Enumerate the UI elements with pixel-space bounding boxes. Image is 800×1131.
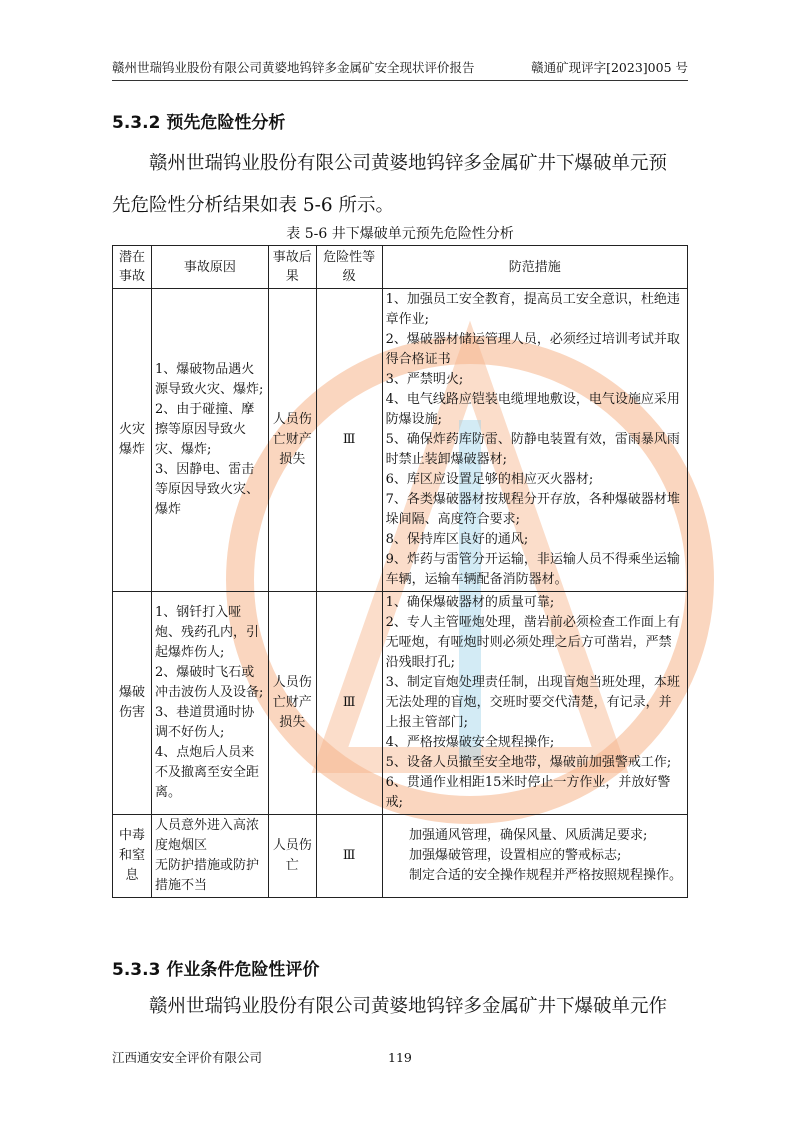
cell-consequence: 人员伤亡财产损失 [268, 592, 316, 815]
measure-item: 6、贯通作业相距15米时停止一方作业，并放好警戒; [385, 775, 671, 810]
cell-accident: 火灾爆炸 [113, 289, 152, 592]
cause-item: 1、爆破物品遇火源导致火灾、爆炸; [154, 362, 264, 397]
measure-item: 9、炸药与雷管分开运输，非运输人员不得乘坐运输车辆，运输车辆配备消防器材。 [385, 552, 680, 587]
measure-item: 4、电气线路应铠装电缆埋地敷设，电气设施应采用防爆设施; [385, 392, 680, 427]
page-header [112, 58, 688, 78]
cell-consequence: 人员伤亡财产损失 [268, 289, 316, 592]
cause-item: 无防护措施或防护措施不当 [154, 858, 259, 893]
measure-item: 3、严禁明火; [385, 372, 464, 387]
measure-item: 5、确保炸药库防雷、防静电装置有效，雷雨暴风雨时禁止装卸爆破器材; [385, 432, 680, 467]
cause-item: 1、钢钎打入哑炮、残药孔内，引起爆炸伤人; [154, 605, 259, 660]
page-footer [112, 1048, 688, 1068]
cell-level: Ⅲ [316, 592, 382, 815]
measure-item: 1、确保爆破器材的质量可靠; [385, 595, 555, 610]
cell-accident: 中毒和窒息 [113, 815, 152, 898]
pha-table [112, 245, 688, 898]
section-5-3-2-paragraph [112, 143, 688, 227]
measure-item: 3、制定盲炮处理责任制，出现盲炮当班处理，本班无法处理的盲炮，交班时要交代清楚，有记录，并上报主管部门; [385, 675, 680, 730]
measure-item: 7、各类爆破器材按规程分开存放，各种爆破器材堆垛间隔、高度符合要求; [385, 492, 680, 527]
measure-item: 1、加强员工安全教育，提高员工安全意识，杜绝违章作业; [385, 292, 680, 327]
cell-level: Ⅲ [316, 815, 382, 898]
table-row [113, 289, 688, 592]
section-5-3-3-paragraph [112, 986, 688, 1028]
header-measures: 防范措施 [382, 246, 687, 289]
table-row [113, 592, 688, 815]
paragraph-line: 先危险性分析结果如表 5-6 所示。 [112, 195, 395, 216]
measure-item: 制定合适的安全操作规程并严格按照规程操作。 [408, 868, 682, 883]
measure-item: 2、爆破器材储运管理人员，必须经过培训考试并取得合格证书 [385, 332, 680, 367]
cell-causes [151, 815, 268, 898]
paragraph-line: 赣州世瑞钨业股份有限公司黄婆地钨锌多金属矿井下爆破单元作 [149, 996, 668, 1017]
cause-item: 2、由于碰撞、摩擦等原因导致火灾、爆炸; [154, 402, 255, 457]
paragraph-line: 赣州世瑞钨业股份有限公司黄婆地钨锌多金属矿井下爆破单元预 [149, 153, 668, 174]
cell-measures [382, 289, 687, 592]
header-level: 危险性等级 [316, 246, 382, 289]
header-causes: 事故原因 [151, 246, 268, 289]
cell-measures [382, 592, 687, 815]
cause-item: 人员意外进入高浓度炮烟区 [154, 818, 259, 853]
cause-item: 3、巷道贯通时协调不好伤人; [154, 705, 255, 740]
cause-item: 4、点炮后人员来不及撤离至安全距离。 [154, 745, 259, 800]
section-heading-5-3-2: 5.3.2 预先危险性分析 [112, 113, 286, 133]
cell-consequence: 人员伤亡 [268, 815, 316, 898]
header-divider [112, 80, 688, 81]
measure-item: 加强通风管理，确保风量、风质满足要求; [408, 828, 648, 843]
measure-item: 4、严格按爆破安全规程操作; [385, 735, 555, 750]
cell-accident: 爆破伤害 [113, 592, 152, 815]
measure-item: 加强爆破管理，设置相应的警戒标志; [408, 848, 622, 863]
header-accident: 潜在事故 [113, 246, 152, 289]
measure-item: 2、专人主管哑炮处理，凿岩前必须检查工作面上有无哑炮，有哑炮时则必须处理之后方可凿岩，严禁沿残眼打孔; [385, 615, 680, 670]
measure-item: 5、设备人员撤至安全地带，爆破前加强警戒工作; [385, 755, 672, 770]
table-caption: 表 5-6 井下爆破单元预先危险性分析 [286, 226, 514, 242]
cause-item: 2、爆破时飞石或冲击波伤人及设备; [154, 665, 264, 700]
table-header-row [113, 246, 688, 289]
header-consequence: 事故后果 [268, 246, 316, 289]
header-report-title: 赣州世瑞钨业股份有限公司黄婆地钨锌多金属矿安全现状评价报告 [112, 60, 475, 75]
cell-measures [382, 815, 687, 898]
cell-causes [151, 289, 268, 592]
measure-item: 6、库区应设置足够的相应灭火器材; [385, 472, 594, 487]
cell-causes [151, 592, 268, 815]
table-row [113, 815, 688, 898]
measure-item: 8、保持库区良好的通风; [385, 532, 529, 547]
header-report-number: 赣通矿现评字[2023]005 号 [531, 60, 688, 75]
page-number: 119 [388, 1050, 412, 1065]
cause-item: 3、因静电、雷击等原因导致火灾、爆炸 [154, 462, 259, 517]
cell-level: Ⅲ [316, 289, 382, 592]
footer-company: 江西通安安全评价有限公司 [112, 1050, 263, 1065]
section-heading-5-3-3: 5.3.3 作业条件危险性评价 [112, 960, 320, 980]
